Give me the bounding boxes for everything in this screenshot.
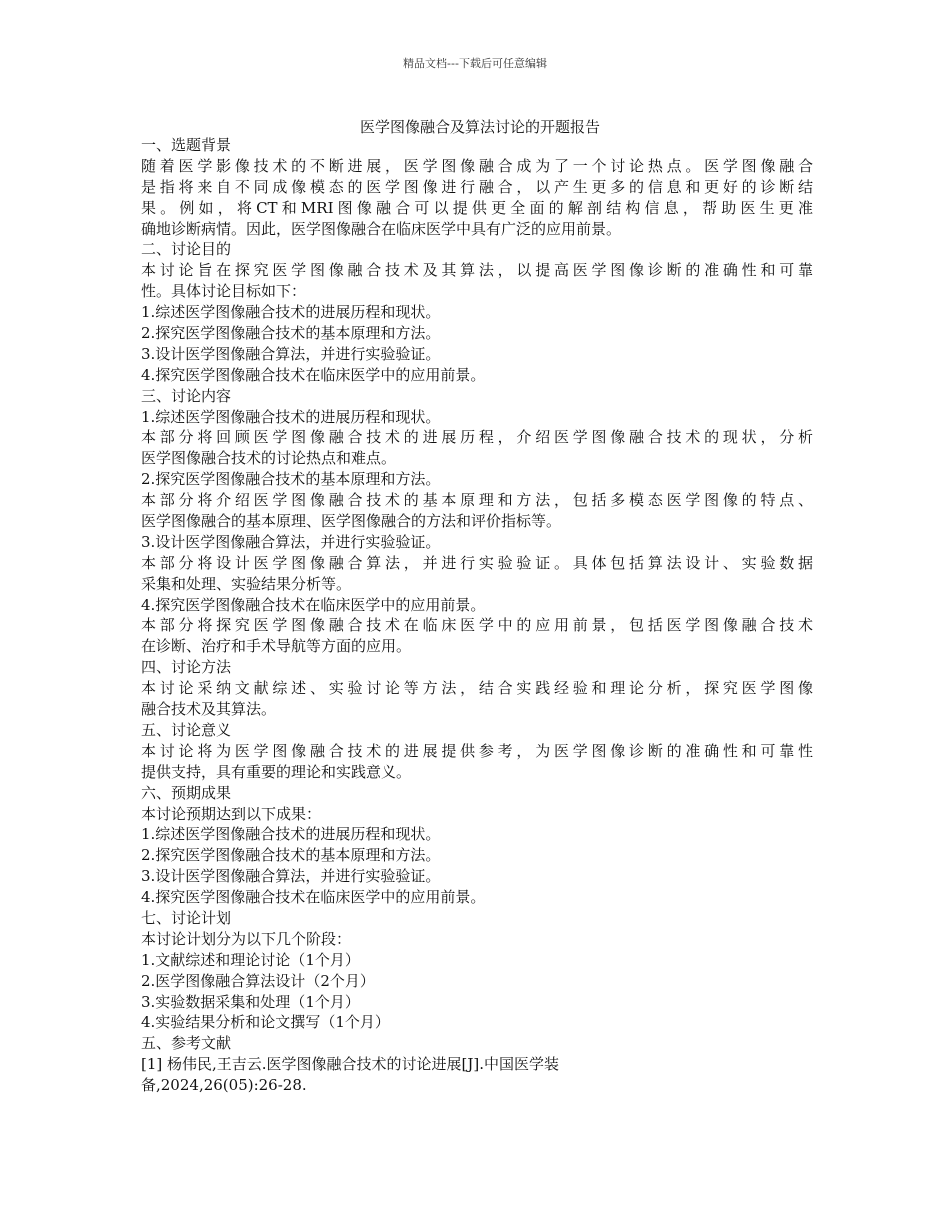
document-line: 2.医学图像融合算法设计（2个月） [141, 971, 375, 990]
document-line: 四、讨论方法 [141, 658, 232, 677]
document-line: 五、讨论意义 [141, 720, 232, 739]
page-header-note: 精品文档---下载后可任意编辑 [403, 57, 547, 70]
document-line: 二、讨论目的 [141, 240, 232, 259]
document-line: 本讨论将为医学图像融合技术的进展提供参考，为医学图像诊断的准确性和可靠性 [141, 741, 813, 760]
document-line: 医学图像融合的基本原理、医学图像融合的方法和评价指标等。 [141, 512, 562, 531]
document-line: 一、选题背景 [141, 136, 232, 154]
document-line: 六、预期成果 [141, 783, 232, 802]
document-line: 2.探究医学图像融合技术的基本原理和方法。 [141, 846, 441, 865]
document-line: 在诊断、治疗和手术导航等方面的应用。 [141, 637, 412, 656]
document-line: 三、讨论内容 [141, 386, 232, 405]
document-line: 融合技术及其算法。 [141, 700, 277, 719]
document-line: 性。具体讨论目标如下： [141, 282, 307, 301]
document-line: 1.文献综述和理论讨论（1个月） [141, 950, 360, 969]
document-line: 医学图像融合技术的讨论热点和难点。 [141, 449, 397, 468]
document-line: 4.实验结果分析和论文撰写（1个月） [141, 1013, 390, 1032]
document-line: 4.探究医学图像融合技术在临床医学中的应用前景。 [141, 365, 486, 384]
document-line: 本讨论采纳文献综述、实验讨论等方法，结合实践经验和理论分析，探究医学图像 [141, 679, 813, 698]
document-line: 4.探究医学图像融合技术在临床医学中的应用前景。 [141, 595, 486, 614]
document-line: 是指将来自不同成像模态的医学图像进行融合，以产生更多的信息和更好的诊断结 [141, 177, 813, 196]
document-line: 1.综述医学图像融合技术的进展历程和现状。 [141, 825, 441, 844]
document-line: 1.综述医学图像融合技术的进展历程和现状。 [141, 303, 441, 322]
document-line: 本部分将探究医学图像融合技术在临床医学中的应用前景，包括医学图像融合技术 [141, 616, 813, 635]
document-line: 本讨论计划分为以下几个阶段： [141, 929, 352, 948]
document-line: 2.探究医学图像融合技术的基本原理和方法。 [141, 470, 441, 489]
document-line: 2.探究医学图像融合技术的基本原理和方法。 [141, 324, 441, 343]
document-title: 医学图像融合及算法讨论的开题报告 [360, 118, 601, 136]
document-line: 本部分将回顾医学图像融合技术的进展历程，介绍医学图像融合技术的现状，分析 [141, 428, 813, 447]
document-line: 采集和处理、实验结果分析等。 [141, 574, 352, 593]
document-line: [1] 杨伟民,王吉云.医学图像融合技术的讨论进展[J].中国医学装 [141, 1055, 560, 1074]
document-line: 本部分将介绍医学图像融合技术的基本原理和方法，包括多模态医学图像的特点、 [141, 491, 813, 510]
document-line: 七、讨论计划 [141, 908, 232, 927]
document-line: 4.探究医学图像融合技术在临床医学中的应用前景。 [141, 888, 486, 907]
document-line: 五、参考文献 [141, 1034, 232, 1053]
document-line: 本部分将设计医学图像融合算法，并进行实验验证。具体包括算法设计、实验数据 [141, 553, 813, 572]
document-line: 1.综述医学图像融合技术的进展历程和现状。 [141, 407, 441, 426]
document-line: 备,2024,26(05):26-28. [141, 1076, 307, 1095]
document-line: 提供支持，具有重要的理论和实践意义。 [141, 762, 412, 781]
document-body [141, 135, 813, 1096]
document-line: 果。例如，将CT和MRI图像融合可以提供更全面的解剖结构信息，帮助医生更准 [141, 198, 813, 217]
document-line: 本讨论预期达到以下成果： [141, 804, 322, 823]
document-line: 3.设计医学图像融合算法，并进行实验验证。 [141, 532, 441, 551]
document-line: 确地诊断病情。因此，医学图像融合在临床医学中具有广泛的应用前景。 [141, 219, 622, 238]
document-line: 3.设计医学图像融合算法，并进行实验验证。 [141, 867, 441, 886]
document-line: 本讨论旨在探究医学图像融合技术及其算法，以提高医学图像诊断的准确性和可靠 [141, 261, 813, 280]
document-line: 随着医学影像技术的不断进展，医学图像融合成为了一个讨论热点。医学图像融合 [141, 156, 813, 175]
document-line: 3.实验数据采集和处理（1个月） [141, 992, 360, 1011]
document-line: 3.设计医学图像融合算法，并进行实验验证。 [141, 344, 441, 363]
